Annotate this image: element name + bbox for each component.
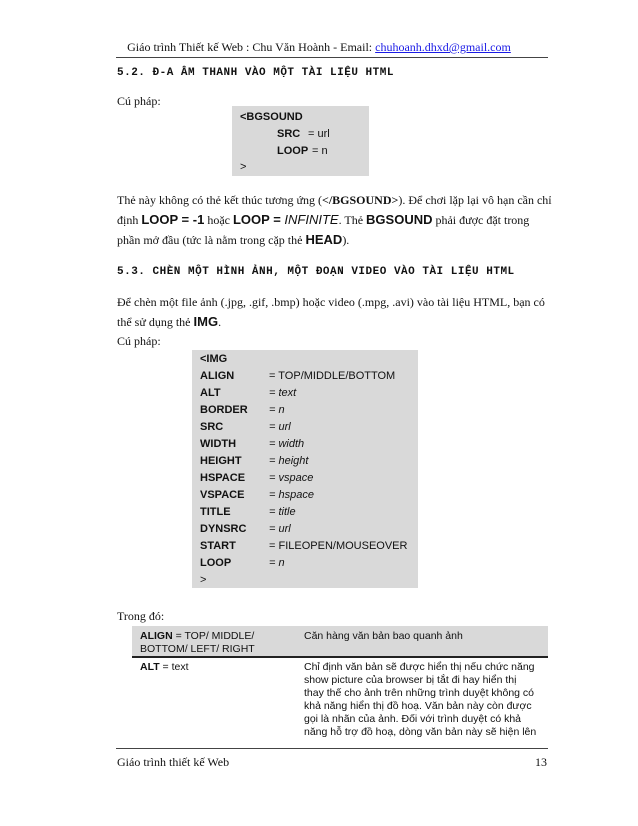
code-attr-row xyxy=(200,489,415,506)
code-attr-row xyxy=(200,506,415,523)
para-text: Thẻ này không có thẻ kết thúc tương ứng ( xyxy=(117,193,322,207)
desc-line: gọi là nhãn của ảnh. Đối với trình duyệt có khả xyxy=(304,713,522,725)
header-email-link[interactable]: chuhoanh.dhxd@gmail.com xyxy=(375,40,511,54)
code-attr-value: = FILEOPEN/MOUSEOVER xyxy=(269,540,408,552)
code-attr-row xyxy=(200,421,415,438)
code-tag: > xyxy=(200,574,207,586)
where-label: Trong đó: xyxy=(117,609,165,623)
bgsound-paragraph xyxy=(117,191,555,250)
code-attr-value: = TOP/MIDDLE/BOTTOM xyxy=(269,370,396,382)
bgsound-code-box xyxy=(232,106,369,176)
code-attr-row xyxy=(200,404,415,421)
table-cell-key xyxy=(140,661,189,674)
code-attr-row xyxy=(200,438,415,455)
table-row xyxy=(132,626,548,658)
desc-line: khả năng hiển thị đồ hoạ. Văn bản này còn được xyxy=(304,700,532,712)
section-5-3-heading: 5.3. CHÈN MỘT HÌNH ẢNH, MỘT ĐOẠN VIDEO VÀO TÀI LIỆU HTML xyxy=(117,266,515,278)
syntax-label-2: Cú pháp: xyxy=(117,334,161,348)
para-text: hoặc xyxy=(204,213,233,227)
attr-key: ALT xyxy=(140,661,160,673)
code-attr-row xyxy=(200,523,415,540)
page-number: 13 xyxy=(535,755,547,769)
code-line: <BGSOUND xyxy=(240,111,303,123)
code-attr-value: = n xyxy=(269,404,285,416)
table-cell-desc: Căn hàng văn bản bao quanh ảnh xyxy=(304,630,463,642)
para-tag: </BGSOUND> xyxy=(321,193,399,207)
syntax-label-1: Cú pháp: xyxy=(117,94,161,108)
page-header xyxy=(0,40,638,55)
code-line: SRC xyxy=(277,128,301,140)
header-divider xyxy=(116,57,548,58)
para-text: Để chèn một file ảnh (.jpg, .gif, .bmp) hoặc video (.mpg, .avi) vào tài liệu HTML, bạn có thể sử dụng thẻ xyxy=(117,295,545,329)
code-attr-key: BORDER xyxy=(200,404,248,416)
para-text: phải được đặt trong phần mở đầu (tức là nằm trong cặp thẻ xyxy=(117,213,530,247)
code-attr-row xyxy=(200,557,415,574)
para-code: HEAD xyxy=(305,232,343,247)
code-attr-key: VSPACE xyxy=(200,489,245,501)
attr-value: BOTTOM/ LEFT/ RIGHT xyxy=(140,643,255,655)
code-attr-row xyxy=(200,540,415,557)
code-attr-key: DYNSRC xyxy=(200,523,247,535)
code-attr-value: = text xyxy=(269,387,297,399)
code-attr-key: WIDTH xyxy=(200,438,237,450)
code-attr-row xyxy=(200,370,415,387)
footer-title: Giáo trình thiết kế Web xyxy=(117,755,230,769)
para-code: LOOP = -1 xyxy=(141,212,205,227)
code-tag: <IMG xyxy=(200,353,228,365)
para-code: IMG xyxy=(193,314,219,329)
para-code: LOOP = xyxy=(232,212,285,227)
code-open xyxy=(200,353,415,370)
code-attr-value: = url xyxy=(269,421,291,433)
desc-line: Chỉ định văn bản sẽ được hiển thị nếu chức năng xyxy=(304,661,535,673)
table-cell-desc xyxy=(304,661,544,739)
code-attr-value: = width xyxy=(269,438,305,450)
code-line: > xyxy=(240,161,247,173)
code-attr-key: START xyxy=(200,540,236,552)
code-line: = url xyxy=(308,128,330,140)
code-attr-key: HSPACE xyxy=(200,472,246,484)
desc-line: show picture của browser bị tắt đi hay hiển thị xyxy=(304,674,517,686)
code-attr-key: ALT xyxy=(200,387,221,399)
desc-line: thay thế cho ảnh trên những trình duyệt không có xyxy=(304,687,535,699)
code-attr-row xyxy=(200,387,415,404)
code-attr-key: HEIGHT xyxy=(200,455,242,467)
para-text: . Thẻ xyxy=(338,213,367,227)
code-attr-row xyxy=(200,472,415,489)
para-text: ). xyxy=(342,233,350,247)
img-code-box xyxy=(192,350,418,588)
section-5-2-heading: 5.2. Đ-A ÂM THANH VÀO MỘT TÀI LIỆU HTML xyxy=(117,67,394,79)
header-text: Giáo trình Thiết kế Web : Chu Văn Hoành - Email: xyxy=(127,40,376,54)
code-close xyxy=(200,574,415,591)
para-code: BGSOUND xyxy=(366,212,433,227)
code-attr-value: = url xyxy=(269,523,291,535)
code-attr-key: ALIGN xyxy=(200,370,235,382)
attr-value: = text xyxy=(159,661,189,673)
code-attr-key: LOOP xyxy=(200,557,232,569)
footer-divider xyxy=(116,748,548,749)
code-attr-value: = vspace xyxy=(269,472,314,484)
desc-line: năng hỗ trợ đồ hoạ, dòng văn bản này sẽ hiện lên xyxy=(304,726,537,738)
para-code: INFINITE xyxy=(284,212,339,227)
img-paragraph xyxy=(117,293,557,332)
code-attr-value: = height xyxy=(269,455,309,467)
para-text: ). Để chơi lặp lại vô hạn cần chỉ định xyxy=(117,193,552,227)
table-cell-key xyxy=(140,630,255,656)
code-attr-key: SRC xyxy=(200,421,224,433)
code-attr-value: = n xyxy=(269,557,285,569)
code-attr-value: = title xyxy=(269,506,296,518)
para-text: . xyxy=(218,315,222,329)
code-line: = n xyxy=(312,145,328,157)
attr-value: = TOP/ MIDDLE/ xyxy=(172,630,255,642)
code-attr-value: = hspace xyxy=(269,489,314,501)
code-attr-key: TITLE xyxy=(200,506,231,518)
code-attr-row xyxy=(200,455,415,472)
attr-key: ALIGN xyxy=(140,630,173,642)
code-line: LOOP xyxy=(277,145,309,157)
